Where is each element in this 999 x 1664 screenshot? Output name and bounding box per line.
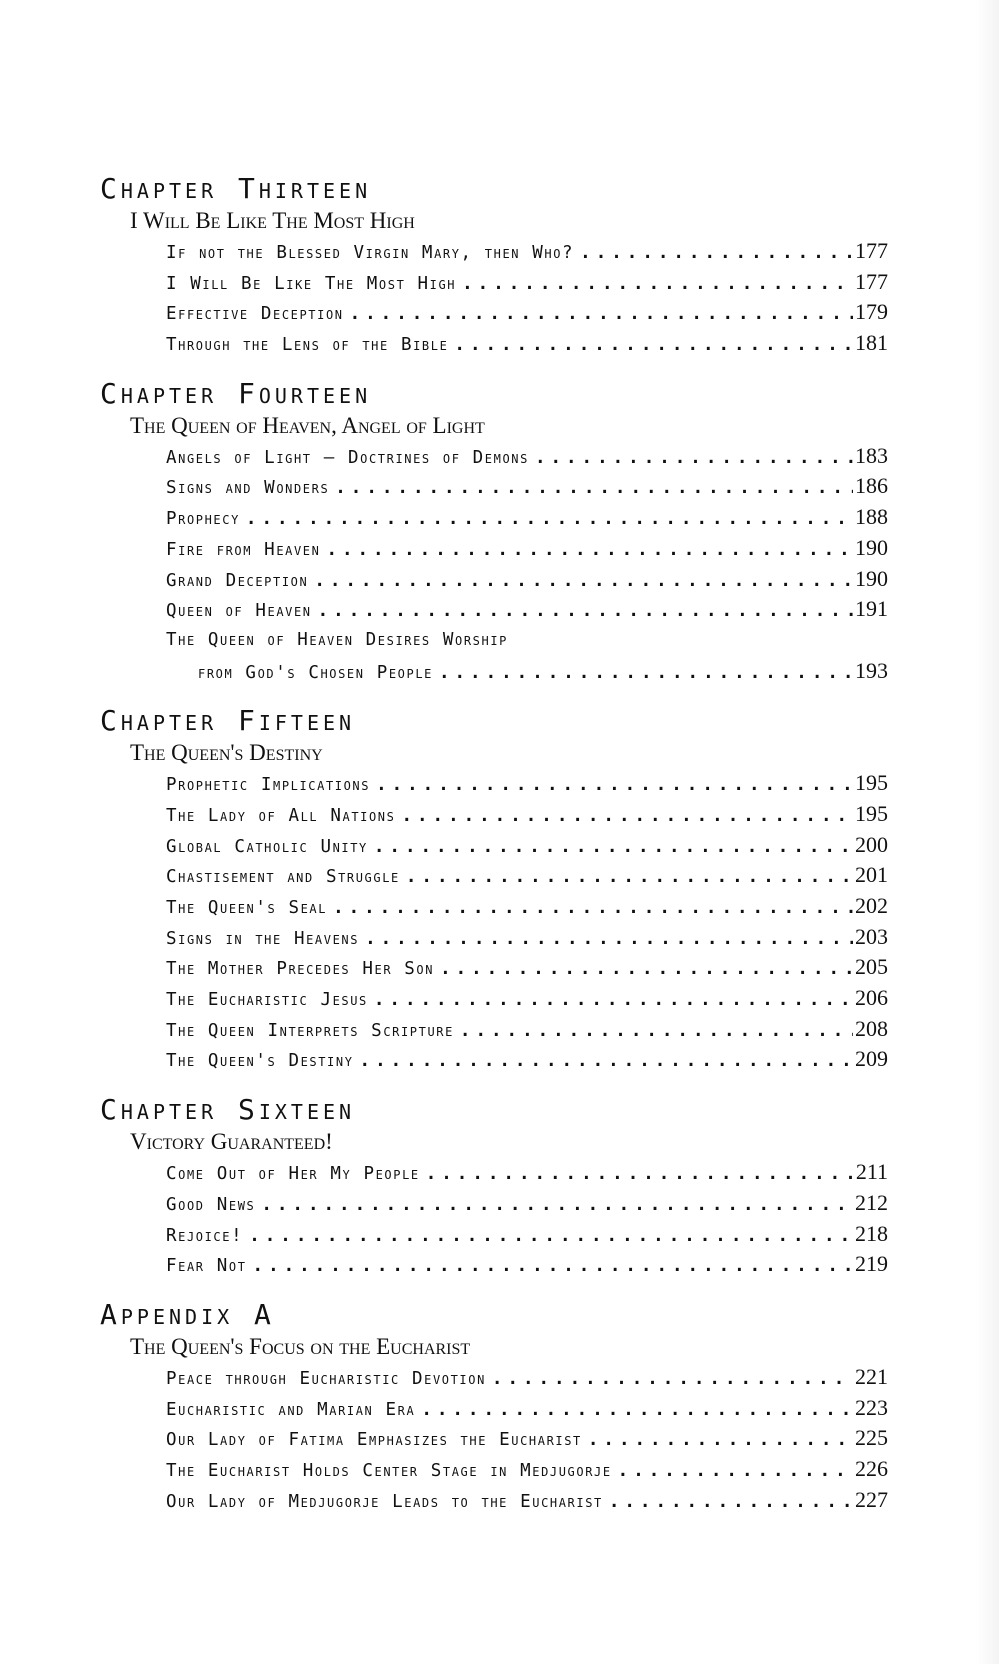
dot-leader [374, 985, 853, 1014]
toc-entry-page: 188 [855, 504, 888, 530]
dot-leader [535, 443, 853, 472]
dot-leader [439, 658, 853, 687]
toc-entry-title: Chastisement and Struggle [166, 867, 400, 888]
toc-entry-title: Through the Lens of the Bible [166, 335, 449, 356]
toc-entry-title: Our Lady of Medjugorje Leads to the Eucharist [166, 1491, 603, 1512]
toc-entry-title: Signs in the Heavens [166, 928, 360, 949]
toc-entry-page: 208 [855, 1015, 888, 1041]
toc-entry-title: Angels of Light – Doctrines of Demons [166, 447, 529, 468]
toc-entry-title: Our Lady of Fatima Emphasizes the Eucharist [166, 1430, 582, 1451]
toc-entry[interactable] [166, 1014, 888, 1045]
toc-entry-title: The Queen Interprets Scripture [166, 1020, 454, 1041]
toc-entry[interactable] [166, 297, 888, 328]
toc-section-chapter-fifteen [100, 704, 888, 1075]
toc-entry-page: 195 [855, 800, 888, 826]
dot-leader [374, 832, 853, 861]
toc-entry-page: 190 [855, 534, 888, 560]
toc-entry-title: The Eucharist Holds Center Stage in Medjugorje [166, 1460, 612, 1481]
toc-entry-title: Effective Deception [166, 304, 344, 325]
toc-entry-title: Rejoice! [166, 1225, 244, 1246]
chapter-subtitle: The Queen's Destiny [130, 740, 323, 766]
dot-leader [401, 801, 853, 830]
toc-entry-page: 200 [855, 831, 888, 857]
toc-entry-title: Queen of Heaven [166, 601, 312, 622]
toc-entry-page: 226 [855, 1455, 888, 1481]
toc-entry-page: 177 [855, 268, 888, 294]
toc-entry-page: 218 [855, 1220, 888, 1246]
toc-entry-page: 205 [855, 954, 888, 980]
dot-leader [335, 473, 853, 502]
dot-leader [253, 1251, 853, 1280]
toc-entry-page: 181 [855, 330, 888, 356]
toc-entry-page: 227 [855, 1486, 888, 1512]
dot-leader [492, 1364, 853, 1393]
toc-entry[interactable] [166, 236, 888, 267]
toc-entry-title: If not the Blessed Virgin Mary, then Who? [166, 243, 575, 263]
toc-entry[interactable] [166, 267, 888, 298]
toc-entry[interactable] [166, 768, 888, 799]
toc-section-chapter-sixteen [100, 1093, 888, 1280]
toc-entry-page: 195 [855, 770, 888, 796]
dot-leader [609, 1487, 853, 1516]
toc-entry-title: Prophetic Implications [166, 775, 371, 796]
toc-entry-title: The Queen of Heaven Desires Worship [166, 629, 508, 650]
toc-entry[interactable] [166, 1362, 888, 1393]
toc-entry[interactable] [166, 952, 888, 983]
toc-entry-title: Signs and Wonders [166, 478, 330, 499]
dot-leader [460, 1016, 853, 1045]
toc-entry-title: Grand Deception [166, 570, 309, 591]
toc-entry[interactable] [166, 328, 888, 359]
dot-leader [333, 893, 853, 922]
toc-entry[interactable] [166, 625, 888, 656]
toc-entry[interactable] [166, 1423, 888, 1454]
toc-entry-page: 209 [855, 1046, 888, 1072]
dot-leader [365, 924, 853, 953]
dot-leader [406, 862, 853, 891]
dot-leader [462, 269, 853, 298]
dot-leader [440, 954, 853, 983]
dot-leader [249, 1221, 853, 1250]
toc-entry[interactable] [166, 594, 888, 625]
toc-entry-page: 190 [855, 565, 888, 591]
toc-entry-page: 221 [855, 1363, 888, 1389]
toc-entry[interactable] [166, 1188, 888, 1219]
dot-leader [318, 596, 853, 625]
toc-entry[interactable] [166, 1157, 888, 1188]
toc-entry-title: The Queen's Destiny [166, 1051, 354, 1072]
dot-leader [376, 770, 853, 799]
toc-entry-page: 202 [855, 893, 888, 918]
dot-leader [326, 535, 853, 564]
toc-entry-page: 193 [855, 657, 888, 683]
toc-entry[interactable] [166, 830, 888, 861]
toc-entry-title: I Will Be Like The Most High [166, 273, 457, 294]
toc-entry[interactable] [166, 441, 888, 472]
toc-entry-page: 186 [855, 473, 888, 499]
toc-section-chapter-thirteen [100, 172, 888, 359]
dot-leader [580, 238, 853, 267]
toc-entry[interactable] [166, 1393, 888, 1424]
toc-entry-page: 212 [855, 1189, 888, 1215]
chapter-subtitle: I Will Be Like The Most High [130, 208, 415, 233]
toc-entry-page: 223 [855, 1394, 888, 1420]
toc-entry-page: 201 [855, 862, 888, 888]
toc-entry-title: Fear Not [166, 1256, 247, 1277]
toc-entry[interactable] [166, 983, 888, 1014]
page-edge-shadow [975, 0, 999, 1664]
toc-entry-page: 206 [855, 985, 888, 1011]
toc-entry-title: The Queen's Seal [166, 898, 328, 918]
dot-leader [588, 1425, 853, 1454]
toc-entry[interactable] [166, 860, 888, 891]
toc-entry[interactable] [166, 1219, 888, 1250]
toc-entry[interactable] [166, 564, 888, 595]
dot-leader [426, 1159, 854, 1188]
toc-entry-title: The Mother Precedes Her Son [166, 959, 435, 980]
chapter-heading: Chapter Thirteen [100, 172, 372, 205]
toc-entry-title: The Lady of All Nations [166, 805, 396, 826]
toc-entry-title: Good News [166, 1194, 256, 1215]
toc-entry[interactable] [166, 1249, 888, 1280]
toc-section-appendix-a [100, 1298, 888, 1515]
dot-leader [350, 299, 853, 328]
toc-entry[interactable] [166, 502, 888, 533]
toc-entry[interactable] [166, 891, 888, 922]
toc-entry-continuation[interactable] [198, 656, 888, 687]
dot-leader [261, 1190, 853, 1219]
toc-entry-title: Fire from Heaven [166, 539, 321, 560]
toc-entry-title: The Eucharistic Jesus [166, 990, 368, 1011]
toc-entry[interactable] [166, 1485, 888, 1516]
toc-entry[interactable] [166, 799, 888, 830]
chapter-subtitle: The Queen of Heaven, Angel of Light [130, 412, 485, 438]
toc-entry-title: Peace through Eucharistic Devotion [166, 1368, 486, 1389]
toc-entry-title: Come Out of Her My People [166, 1164, 420, 1185]
toc-section-chapter-fourteen [100, 377, 888, 687]
toc-entry[interactable] [166, 1454, 888, 1485]
chapter-heading: Chapter Fourteen [100, 376, 372, 410]
dot-leader [454, 330, 853, 359]
toc-entry-page: 183 [855, 442, 888, 468]
toc-entry-title: Global Catholic Unity [166, 836, 368, 857]
chapter-heading: Chapter Fifteen [100, 704, 356, 738]
dot-leader [360, 1046, 853, 1075]
toc-entry-page: 225 [855, 1425, 888, 1451]
chapter-heading: Chapter Sixteen [100, 1093, 356, 1127]
toc-entry-page: 211 [855, 1159, 888, 1185]
chapter-heading: Appendix A [100, 1297, 275, 1331]
chapter-subtitle: Victory Guaranteed! [130, 1129, 333, 1155]
toc-entry-page: 203 [855, 923, 888, 949]
toc-entry[interactable] [166, 922, 888, 953]
toc-entry-page: 219 [855, 1251, 888, 1277]
toc-entry[interactable] [166, 471, 888, 502]
table-of-contents [100, 172, 888, 1533]
dot-leader [618, 1456, 853, 1485]
chapter-subtitle: The Queen's Focus on the Eucharist [130, 1333, 471, 1359]
dot-leader [246, 504, 853, 533]
dot-leader [314, 566, 853, 595]
dot-leader [421, 1395, 853, 1424]
toc-entry-page: 191 [855, 596, 888, 622]
toc-entry[interactable] [166, 533, 888, 564]
toc-entry-page: 179 [855, 299, 888, 325]
toc-entry-title: Prophecy [166, 509, 240, 530]
toc-entry-page: 177 [855, 238, 888, 263]
toc-entry-title: from God's Chosen People [198, 662, 433, 683]
toc-entry[interactable] [166, 1044, 888, 1075]
toc-entry-title: Eucharistic and Marian Era [166, 1399, 416, 1420]
